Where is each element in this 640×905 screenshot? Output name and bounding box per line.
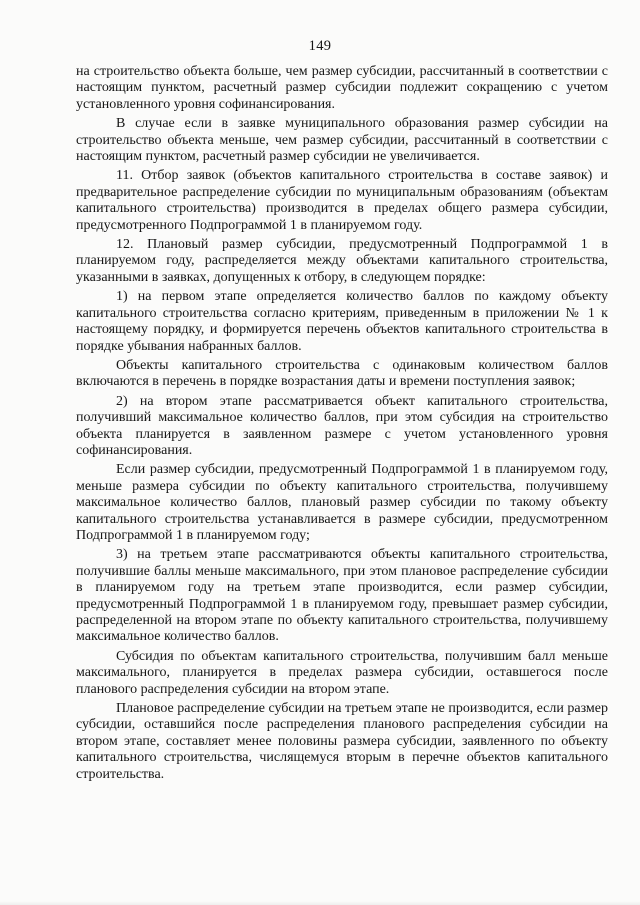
page-number: 149	[308, 38, 332, 54]
paragraph-equal-scores: Объекты капитального строительства с одинаковым количеством баллов включаются в перечень в порядке возрастания даты и времени поступления заявок;	[76, 357, 608, 390]
paragraph-stage-3: 3) на третьем этапе рассматриваются объекты капитального строительства, получившие баллы меньше максимального, при этом плановое распределение субсидии в планируемом году на третьем этапе производится, если размер субсидии, предусмотренный Подпрограммой 1 в планируемом году, превышает размер субсидии, распределенной на втором этапе по объекту капитального строительства, получившему максимальное количество баллов.	[76, 547, 608, 645]
scan-edge-shadow	[0, 901, 640, 905]
paragraph-stage-2-limit: Если размер субсидии, предусмотренный Подпрограммой 1 в планируемом году, меньше размера субсидии по объекту капитального строительства, получившему максимальное количество баллов, плановый размер субсидии по такому объекту капитального строительства устанавливается в размере субсидии, предусмотренном Подпрограммой 1 в планируемом году;	[76, 462, 608, 543]
paragraph-stage-3-allocation: Субсидия по объектам капитального строительства, получившим балл меньше максимального, планируется в пределах размера субсидии, оставшегося после планового распределения субсидии на втором этапе.	[76, 648, 608, 697]
document-body	[76, 64, 608, 786]
paragraph-item-12: 12. Плановый размер субсидии, предусмотренный Подпрограммой 1 в планируемом году, распределяется между объектами капитального строительства, указанными в заявках, допущенных к отбору, в следующем порядке:	[76, 237, 608, 285]
paragraph-item-11: 11. Отбор заявок (объектов капитального строительства в составе заявок) и предварительное распределение субсидии по муниципальным образованиям (объектам капитального строительства) производится в пределах общего размера субсидии, предусмотренного Подпрограммой 1 в планируемом году.	[76, 168, 608, 233]
paragraph-stage-3-exception: Плановое распределение субсидии на третьем этапе не производится, если размер субсидии, оставшийся после распределения планового распределения субсидии на втором этапе, составляет менее половины размера субсидии, заявленного по объекту капитального строительства, числящемуся вторым в перечне объектов капитального строительства.	[76, 701, 608, 782]
paragraph-stage-1: 1) на первом этапе определяется количество баллов по каждому объекту капитального строительства согласно критериям, приведенным в приложении № 1 к настоящему порядку, и формируется перечень объектов капитального строительства в порядке убывания набранных баллов.	[76, 289, 608, 354]
paragraph-continuation: на строительство объекта больше, чем размер субсидии, рассчитанный в соответствии с настоящим пунктом, расчетный размер субсидии подлежит сокращению с учетом установленного уровня софинансирования.	[76, 64, 608, 112]
paragraph-subsidy-not-increased: В случае если в заявке муниципального образования размер субсидии на строительство объекта меньше, чем размер субсидии, рассчитанный в соответствии с настоящим пунктом, расчетный размер субсидии не увеличивается.	[76, 116, 608, 165]
paragraph-stage-2: 2) на втором этапе рассматривается объект капитального строительства, получивший максимальное количество баллов, при этом субсидия на строительство объекта планируется в заявленном размере с учетом установленного уровня софинансирования.	[76, 393, 608, 458]
